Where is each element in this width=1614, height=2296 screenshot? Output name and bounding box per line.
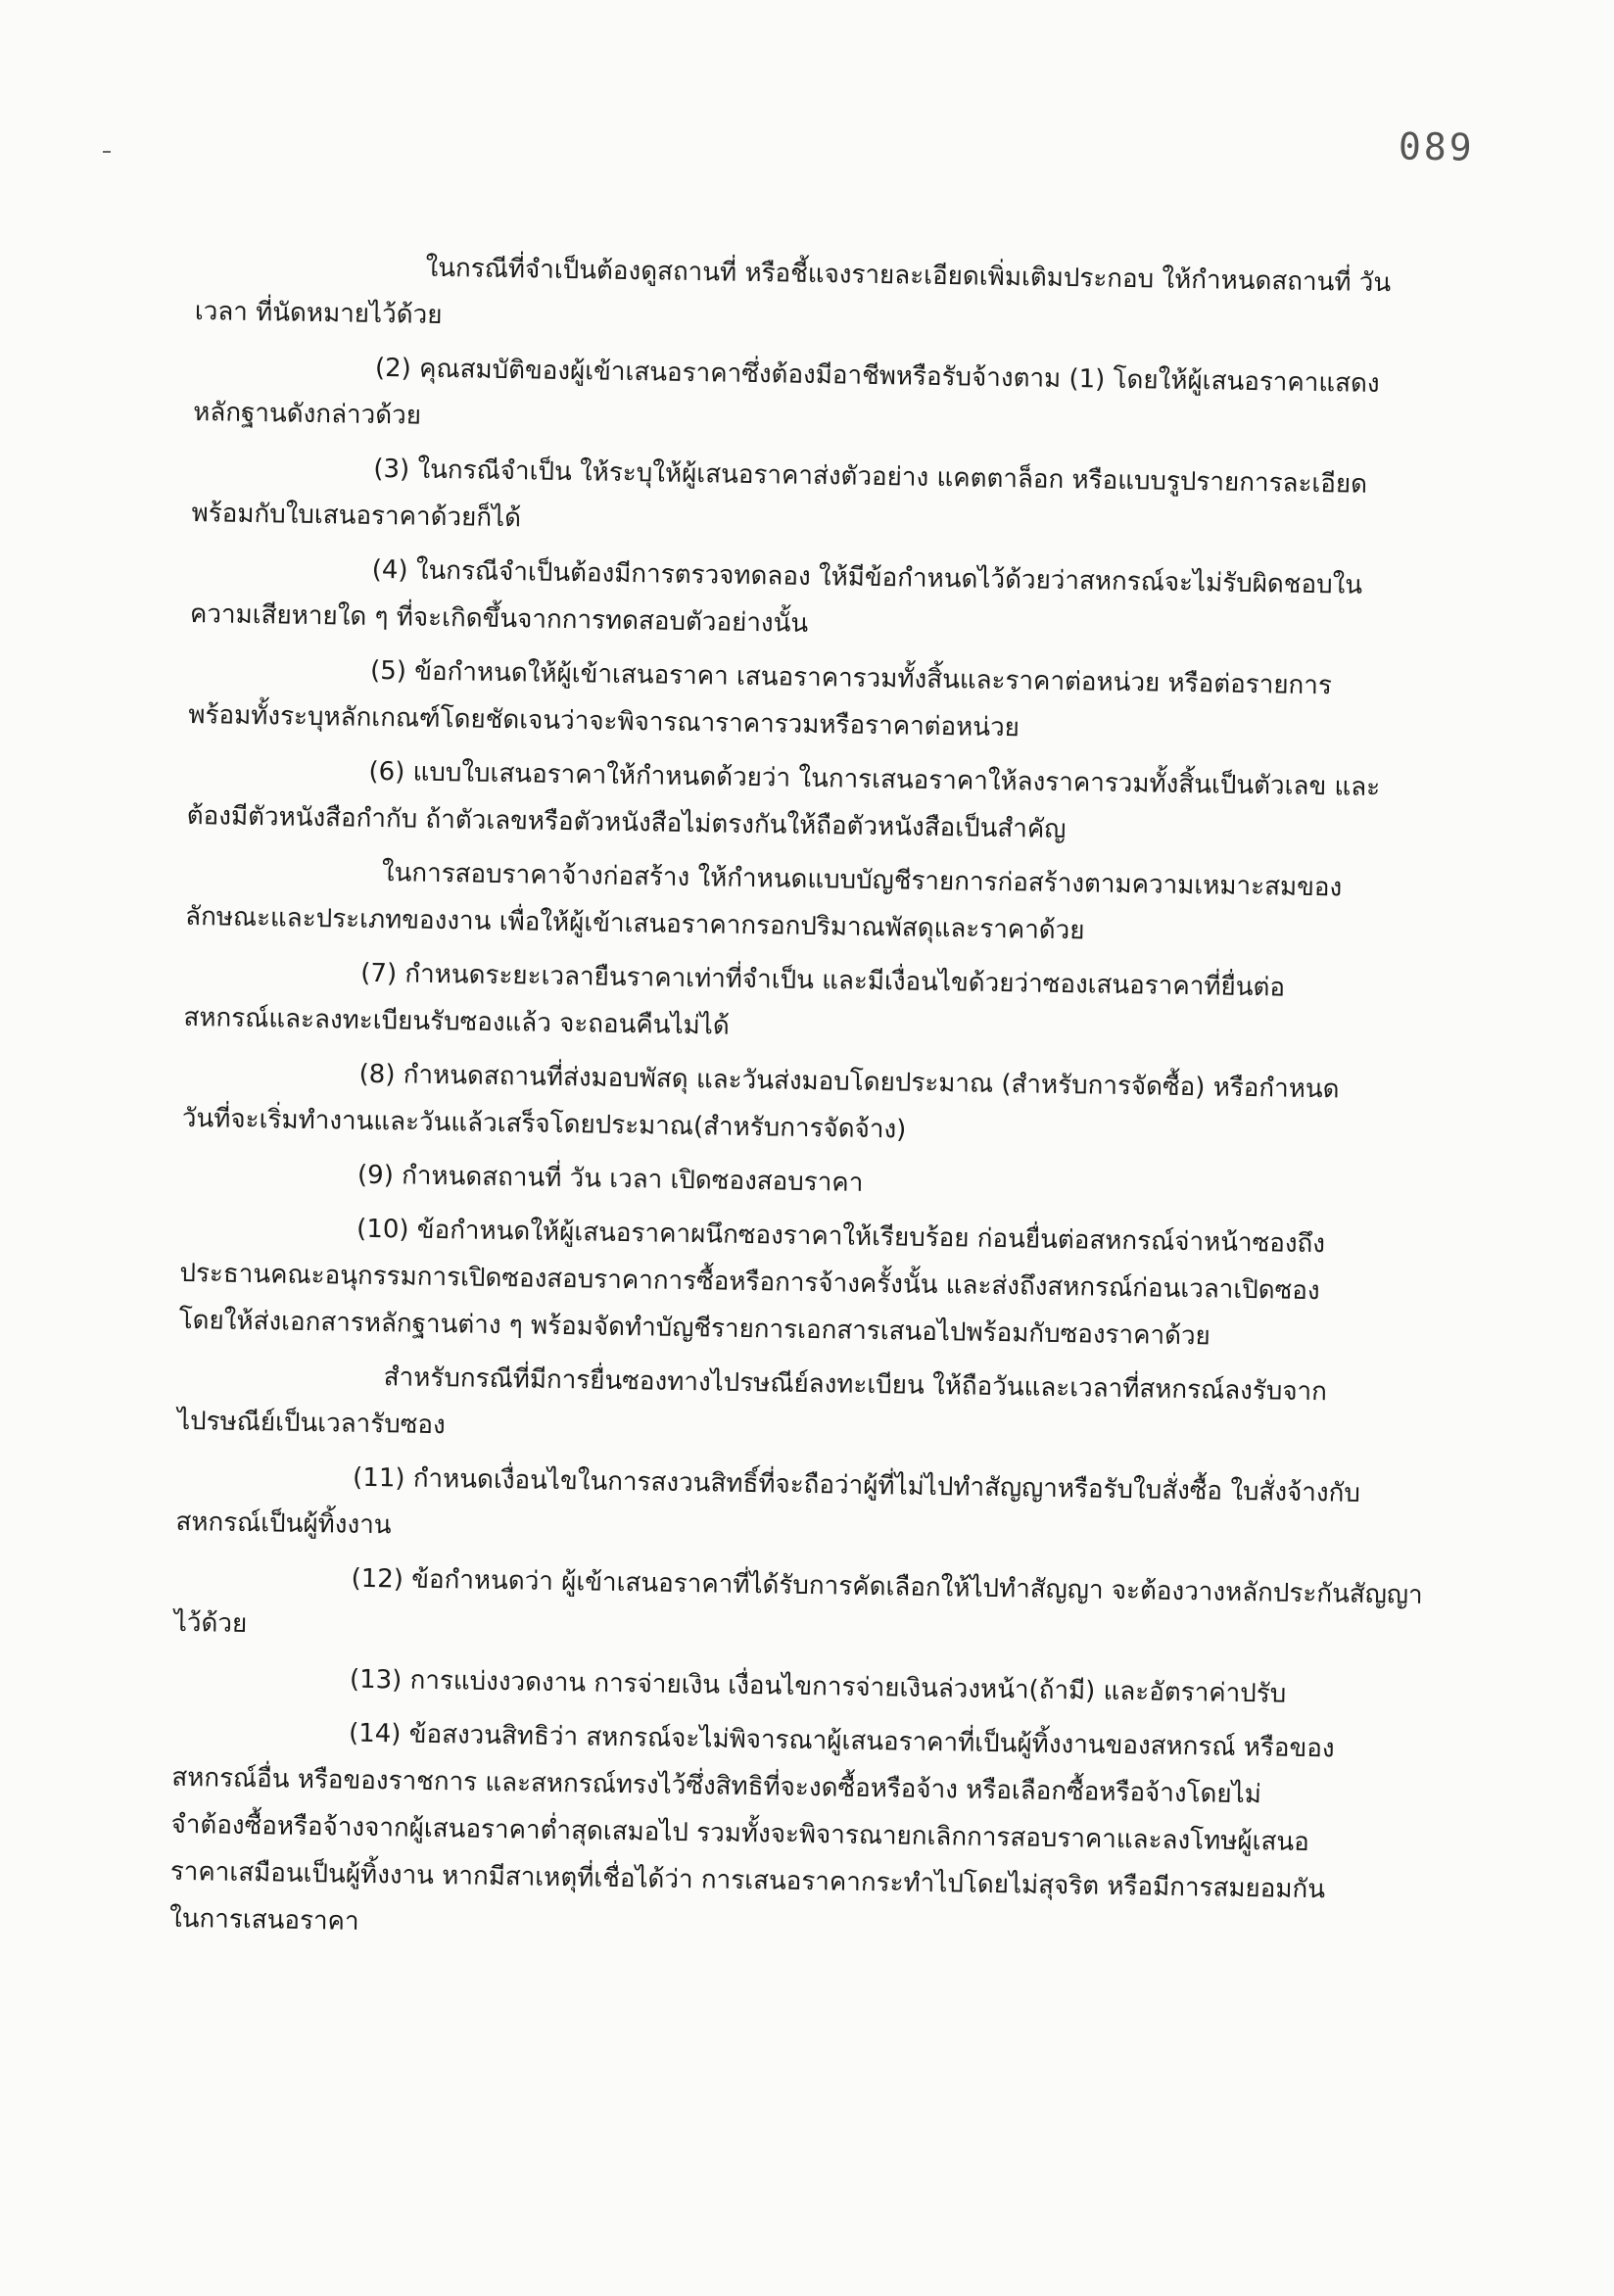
paragraph xyxy=(177,1351,1461,1465)
paragraph-line: ในการเสนอราคา xyxy=(168,1903,359,1937)
paragraph xyxy=(183,947,1467,1062)
paragraph-first-line: (6) แบบใบเสนอราคาให้กำหนดด้วยว่า ในการเสนอราคาให้ลงราคารวมทั้งสิ้นเป็นตัวเลข และ xyxy=(368,756,1381,803)
paragraph-line: พร้อมกับใบเสนอราคาด้วยก็ได้ xyxy=(191,498,522,534)
paragraph xyxy=(188,645,1472,759)
paragraph-first-line: (9) กำหนดสถานที่ วัน เวลา เปิดซองสอบราคา xyxy=(356,1160,864,1198)
paragraph-first-line: (3) ในกรณีจำเป็น ให้ระบุให้ผู้เสนอราคาส่งตัวอย่าง แคตตาล็อก หรือแบบรูปรายการละเอียด xyxy=(373,454,1368,500)
paragraph-first-line: (11) กำหนดเงื่อนไขในการสงวนสิทธิ์ที่จะถือว่าผู้ที่ไม่ไปทำสัญญาหรือรับใบสั่งซื้อ ใบสั่งจ้างกับ xyxy=(352,1462,1361,1508)
paragraph xyxy=(182,1048,1466,1163)
paragraph-line: จำต้องซื้อหรือจ้างจากผู้เสนอราคาต่ำสุดเสมอไป รวมทั้งจะพิจารณายกเลิกการสอบราคาและลงโทษผู้เสนอ xyxy=(170,1809,1310,1858)
paragraph xyxy=(175,1452,1459,1566)
paragraph-first-line: (10) ข้อกำหนดให้ผู้เสนอราคาผนึกซองราคาให้เรียบร้อย ก่อนยื่นต่อสหกรณ์จ่าหน้าซองถึง xyxy=(356,1214,1326,1260)
paragraph-line: ต้องมีตัวหนังสือกำกับ ถ้าตัวเลขหรือตัวหนังสือไม่ตรงกันให้ถือตัวหนังสือเป็นสำคัญ xyxy=(186,800,1067,845)
paragraph-line: ประธานคณะอนุกรรมการเปิดซองสอบราคาการซื้อหรือการจ้างครั้งนั้น และส่งถึงสหกรณ์ก่อนเวลาเปิดซอง xyxy=(179,1258,1320,1307)
paragraph-line: พร้อมทั้งระบุหลักเกณฑ์โดยชัดเจนว่าจะพิจารณาราคารวมหรือราคาต่อหน่วย xyxy=(188,699,1021,743)
paragraph-line: เวลา ที่นัดหมายไว้ด้วย xyxy=(194,296,443,330)
paragraph-line: วันที่จะเริ่มทำงานและวันแล้วเสร็จโดยประมาณ(สำหรับการจัดจ้าง) xyxy=(181,1103,907,1145)
paragraph xyxy=(178,1203,1463,1364)
paragraph-line: ลักษณะและประเภทของงาน เพื่อให้ผู้เข้าเสนอราคากรอกปริมาณพัสดุและราคาด้วย xyxy=(184,901,1085,946)
paragraph-first-line: (7) กำหนดระยะเวลายืนราคาเท่าที่จำเป็น และมีเงื่อนไขด้วยว่าซองเสนอราคาที่ยื่นต่อ xyxy=(360,958,1286,1003)
paragraph xyxy=(193,342,1477,456)
paragraph xyxy=(169,1707,1456,1963)
paragraph-first-line: ในกรณีที่จำเป็นต้องดูสถานที่ หรือชี้แจงรายละเอียดเพิ่มเติมประกอบ ให้กำหนดสถานที่ วัน xyxy=(425,253,1392,299)
paragraph-line: ไปรษณีย์เป็นเวลารับซอง xyxy=(176,1406,446,1441)
paragraph-first-line: (5) ข้อกำหนดให้ผู้เข้าเสนอราคา เสนอราคารวมทั้งสิ้นและราคาต่อหน่วย หรือต่อรายการ xyxy=(369,655,1333,701)
paragraph-line: ความเสียหายใด ๆ ที่จะเกิดขึ้นจากการทดสอบตัวอย่างนั้น xyxy=(189,598,809,639)
paragraph-line: โดยให้ส่งเอกสารหลักฐานต่าง ๆ พร้อมจัดทำบัญชีรายการเอกสารเสนอไปพร้อมกับซองราคาด้วย xyxy=(178,1305,1211,1352)
paragraph xyxy=(191,443,1475,557)
document-body xyxy=(169,241,1479,1969)
paragraph-first-line: (8) กำหนดสถานที่ส่งมอบพัสดุ และวันส่งมอบโดยประมาณ (สำหรับการจัดซื้อ) หรือกำหนด xyxy=(358,1059,1340,1105)
paragraph-first-line: ในการสอบราคาจ้างก่อสร้าง ให้กำหนดแบบบัญชีรายการก่อสร้างตามความเหมาะสมของ xyxy=(381,858,1343,903)
paragraph-line: สหกรณ์เป็นผู้ทิ้งงาน xyxy=(175,1507,392,1541)
paragraph-line: ไว้ด้วย xyxy=(173,1607,248,1639)
paragraph xyxy=(194,241,1478,356)
paragraph-line: สหกรณ์และลงทะเบียนรับซองแล้ว จะถอนคืนไม่ได้ xyxy=(183,1002,730,1041)
paragraph xyxy=(190,544,1474,658)
paragraph-line: ราคาเสมือนเป็นผู้ทิ้งงาน หากมีสาเหตุที่เชื่อได้ว่า การเสนอราคากระทำไปโดยไม่สุจริต หรือมีการสมยอมกัน xyxy=(169,1856,1326,1905)
paragraph-line: สหกรณ์อื่น หรือของราชการ และสหกรณ์ทรงไว้ซึ่งสิทธิที่จะงดซื้อหรือจ้าง หรือเลือกซื้อหรือจ้างโดยไม่ xyxy=(171,1762,1262,1810)
page-number: 089 xyxy=(1398,124,1476,169)
paragraph-first-line: สำหรับกรณีที่มีการยื่นซองทางไปรษณีย์ลงทะเบียน ให้ถือวันและเวลาที่สหกรณ์ลงรับจาก xyxy=(383,1363,1328,1408)
paragraph-first-line: (4) ในกรณีจำเป็นต้องมีการตรวจทดลอง ให้มีข้อกำหนดไว้ด้วยว่าสหกรณ์จะไม่รับผิดชอบใน xyxy=(371,554,1363,600)
paragraph-first-line: (12) ข้อกำหนดว่า ผู้เข้าเสนอราคาที่ได้รับการคัดเลือกให้ไปทำสัญญา จะต้องวางหลักประกันสัญญา xyxy=(351,1563,1423,1610)
paragraph xyxy=(186,745,1470,860)
paragraph xyxy=(185,846,1469,961)
paragraph-line: หลักฐานดังกล่าวด้วย xyxy=(193,397,422,431)
scan-mark xyxy=(103,151,111,153)
paragraph-first-line: (2) คุณสมบัติของผู้เข้าเสนอราคาซึ่งต้องมีอาชีพหรือรับจ้างตาม (1) โดยให้ผู้เสนอราคาแสดง xyxy=(374,353,1380,399)
paragraph xyxy=(173,1553,1457,1667)
paragraph-first-line: (14) ข้อสงวนสิทธิว่า สหกรณ์จะไม่พิจารณาผู้เสนอราคาที่เป็นผู้ทิ้งงานของสหกรณ์ หรือของ xyxy=(348,1718,1335,1764)
paragraph-first-line: (13) การแบ่งงวดงาน การจ่ายเงิน เงื่อนไขการจ่ายเงินล่วงหน้า(ถ้ามี) และอัตราค่าปรับ xyxy=(349,1664,1287,1709)
